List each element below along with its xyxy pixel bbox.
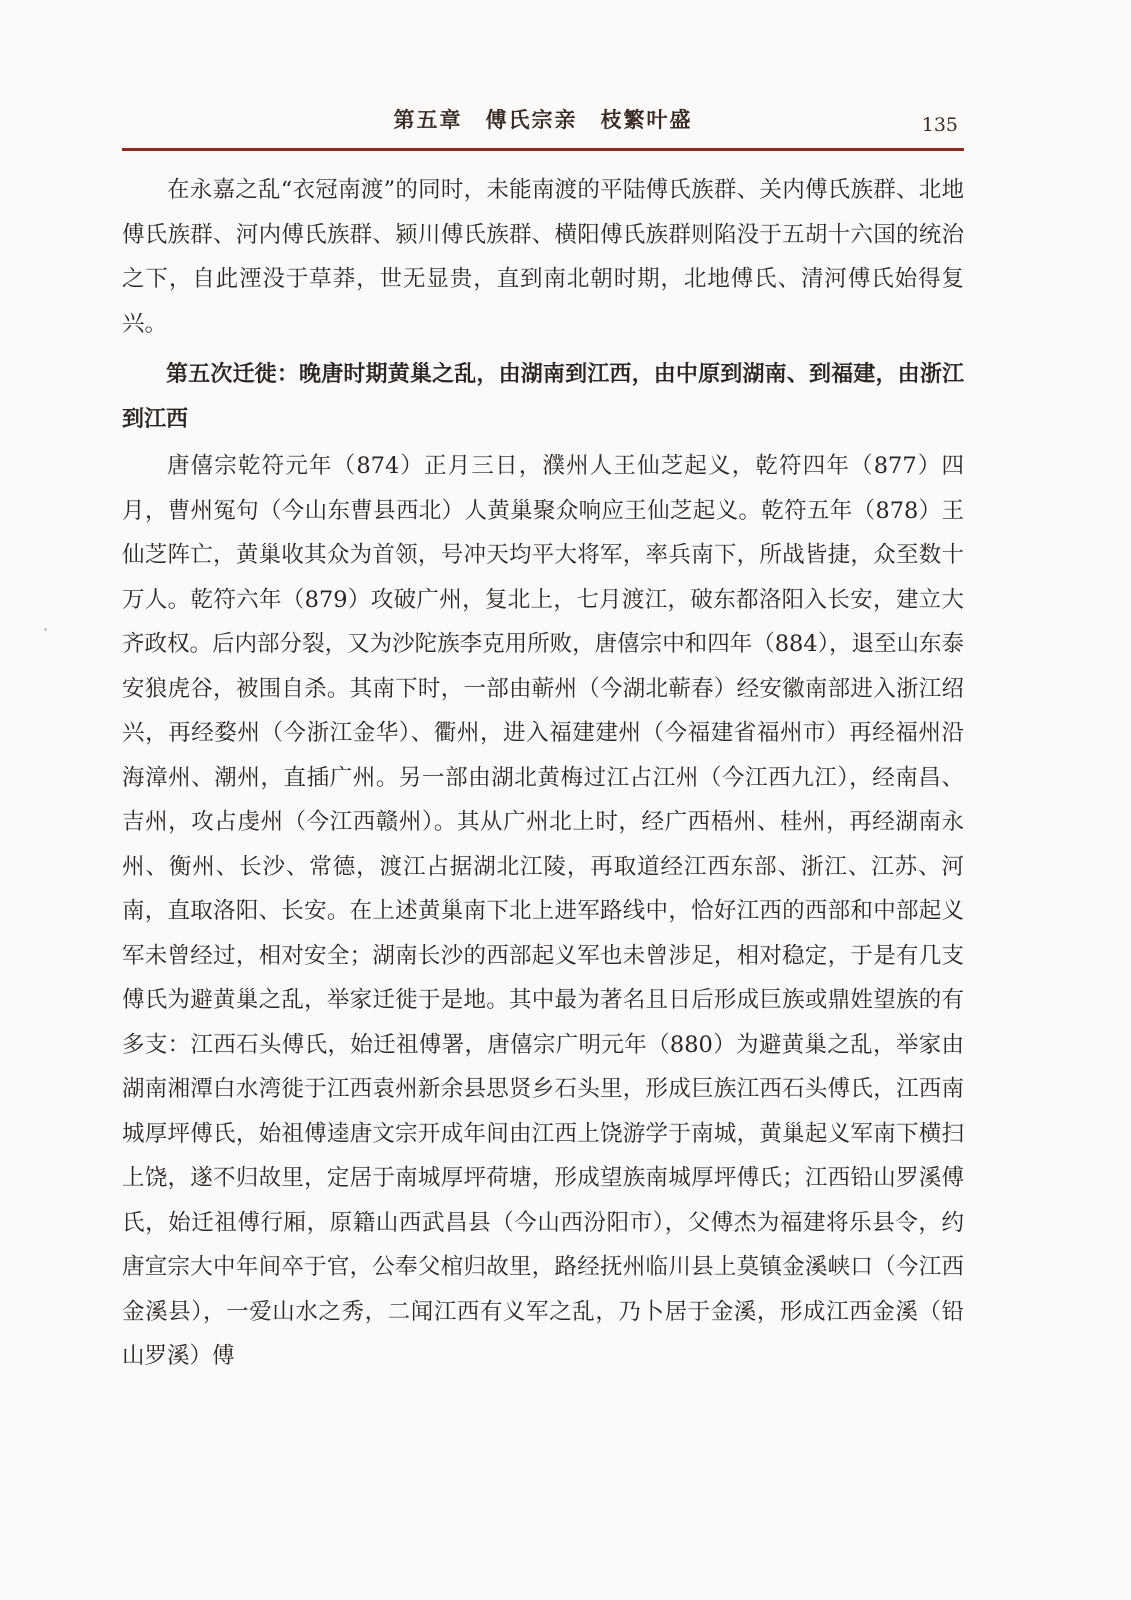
body-text (122, 168, 964, 1379)
running-title: 第五章 傅氏宗亲 枝繁叶盛 (393, 108, 693, 132)
page-number: 135 (921, 114, 958, 136)
paragraph-1: 在永嘉之乱“衣冠南渡”的同时，未能南渡的平陆傅氏族群、关内傅氏族群、北地傅氏族群、河内傅氏族群、颍川傅氏族群、横阳傅氏族群则陷没于五胡十六国的统治之下，自此湮没于草莽，世无显贵，直到南北朝时期，北地傅氏、清河傅氏始得复兴。 (122, 177, 964, 337)
paragraph-2: 唐僖宗乾符元年（874）正月三日，濮州人王仙芝起义，乾符四年（877）四月，曹州冤句（今山东曹县西北）人黄巢聚众响应王仙芝起义。乾符五年（878）王仙芝阵亡，黄巢收其众为首领，号冲天均平大将军，率兵南下，所战皆捷，众至数十万人。乾符六年（879）攻破广州，复北上，七月渡江，破东都洛阳入长安，建立大齐政权。后内部分裂，又为沙陀族李克用所败，唐僖宗中和四年（884），退至山东泰安狼虎谷，被围自杀。其南下时，一部由蕲州（今湖北蕲春）经安徽南部进入浙江绍兴，再经婺州（今浙江金华）、衢州，进入福建建州（今福建省福州市）再经福州沿海漳州、潮州，直插广州。另一部由湖北黄梅过江占江州（今江西九江），经南昌、吉州，攻占虔州（今江西赣州）。其从广州北上时，经广西梧州、桂州，再经湖南永州、衡州、长沙、常德，渡江占据湖北江陵，再取道经江西东部、浙江、江苏、河南，直取洛阳、长安。在上述黄巢南下北上进军路线中，恰好江西的西部和中部起义军未曾经过，相对安全；湖南长沙的西部起义军也未曾涉足，相对稳定，于是有几支傅氏为避黄巢之乱，举家迁徙于是地。其中最为著名且日后形成巨族或鼎姓望族的有多支：江西石头傅氏，始迁祖傅署，唐僖宗广明元年（880）为避黄巢之乱，举家由湖南湘潭白水湾徙于江西袁州新余县思贤乡石头里，形成巨族江西石头傅氏，江西南城厚坪傅氏，始祖傅逵唐文宗开成年间由江西上饶游学于南城，黄巢起义军南下横扫上饶，遂不归故里，定居于南城厚坪荷塘，形成望族南城厚坪傅氏；江西铅山罗溪傅氏，始迁祖傅行厢，原籍山西武昌县（今山西汾阳市），父傅杰为福建将乐县令，约唐宣宗大中年间卒于官，公奉父棺归故里，路经抚州临川县上莫镇金溪峡口（今江西金溪县），一爱山水之秀，二闻江西有义军之乱，乃卜居于金溪，形成江西金溪（铅山罗溪）傅 (122, 453, 964, 1369)
scan-speck (44, 628, 47, 631)
section-heading: 第五次迁徙：晚唐时期黄巢之乱，由湖南到江西，由中原到湖南、到福建，由浙江到江西 (122, 362, 964, 432)
header-divider (122, 148, 964, 151)
page-header (122, 104, 964, 144)
